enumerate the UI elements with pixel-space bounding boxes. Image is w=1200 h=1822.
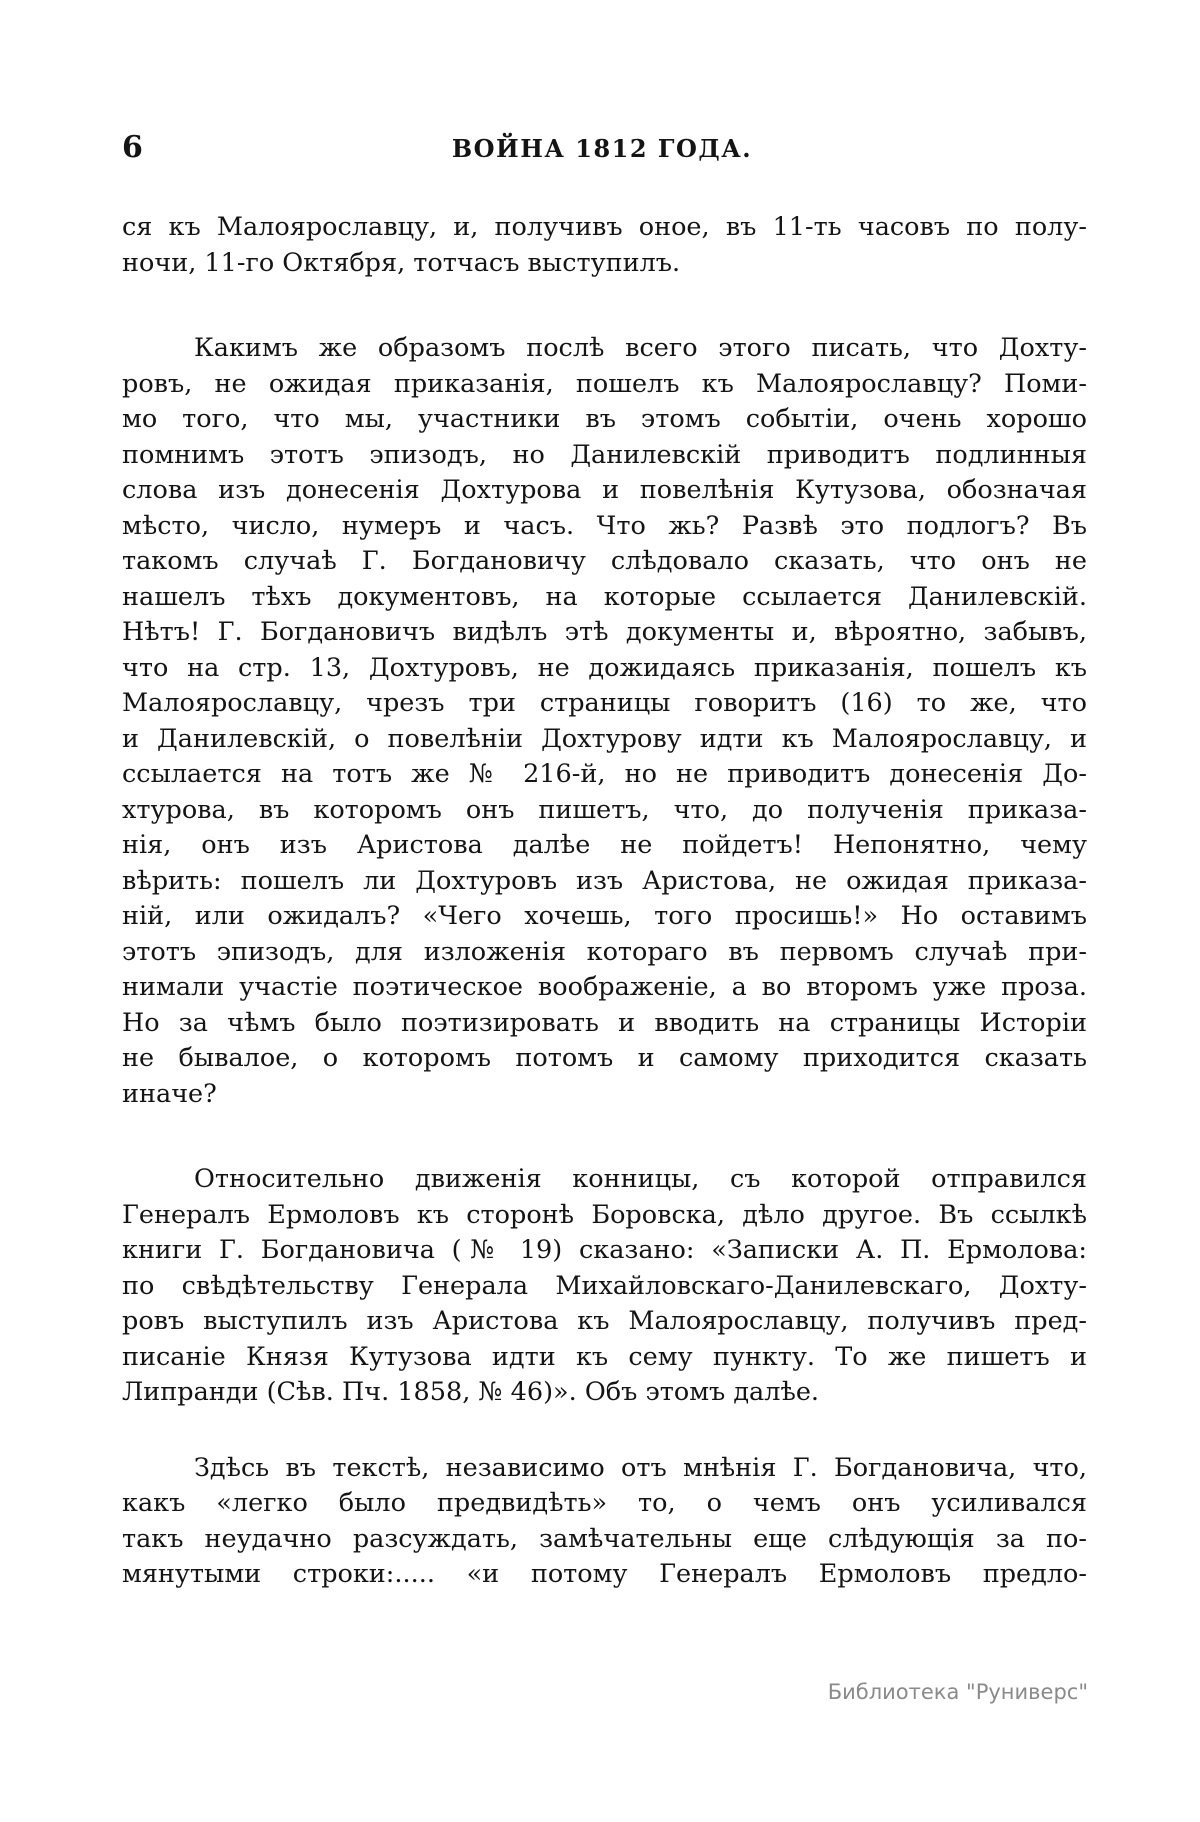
paragraph (122, 331, 1087, 1112)
text-line: иначе? (122, 1078, 217, 1109)
body-text (122, 210, 1087, 1593)
text-line: Здѣсь въ текстѣ, независимо отъ мнѣнія Г. Богдановича, что, (194, 1452, 1087, 1483)
text-line: ровъ, не ожидая приказанія, пошелъ къ Малоярославцу? Поми- (122, 368, 1087, 399)
paragraph (122, 1162, 1087, 1411)
text-line: такомъ случаѣ Г. Богдановичу слѣдовало сказать, что онъ не (122, 546, 1087, 576)
text-line: не бывалое, о которомъ потомъ и самому приходится сказать (122, 1043, 1087, 1073)
text-line: Относительно движенія конницы, съ которой отправился (194, 1164, 1087, 1194)
text-line: книги Г. Богдановича (№ 19) сказано: «Записки А. П. Ермолова: (122, 1235, 1087, 1265)
text-line: нимали участіе поэтическое воображеніе, а во второмъ уже проза. (122, 972, 1087, 1002)
text-line: Но за чѣмъ было поэтизировать и вводить на страницы Исторіи (122, 1007, 1087, 1038)
page-number: 6 (122, 130, 143, 165)
text-line: мо того, что мы, участники въ этомъ событіи, очень хорошо (122, 404, 1087, 434)
text-line: нашелъ тѣхъ документовъ, на которые ссылается Данилевскій. (122, 581, 1087, 612)
text-line: писаніе Князя Кутузова идти къ сему пункту. То же пишетъ и (122, 1341, 1087, 1372)
text-line: помнимъ этотъ эпизодъ, но Данилевскій приводитъ подлинныя (122, 439, 1087, 470)
text-line: ровъ выступилъ изъ Аристова къ Малоярославцу, получивъ пред- (122, 1306, 1087, 1336)
text-line: мѣсто, число, нумеръ и часъ. Что жь? Развѣ это подлогъ? Въ (122, 510, 1087, 541)
text-line: вѣрить: пошелъ ли Дохтуровъ изъ Аристова, не ожидая приказа- (122, 865, 1087, 896)
text-line: этотъ эпизодъ, для изложенія котораго въ первомъ случаѣ при- (122, 936, 1087, 967)
text-line: нія, онъ изъ Аристова далѣе не пойдетъ! Непонятно, чему (122, 830, 1087, 860)
text-line: Малоярославцу, чрезъ три страницы говоритъ (16) то же, что (122, 688, 1087, 718)
text-line: ній, или ожидалъ? «Чего хочешь, того просишь!» Но оставимъ (122, 901, 1087, 931)
library-watermark: Библиотека "Руниверс" (827, 1680, 1088, 1704)
page-header (122, 130, 1082, 170)
text-line: Генералъ Ермоловъ къ сторонѣ Боровска, дѣло другое. Въ ссылкѣ (122, 1199, 1087, 1230)
text-line: хтурова, въ которомъ онъ пишетъ, что, до полученія приказа- (122, 794, 1087, 825)
text-line: мянутыми строки:..... «и потому Генералъ Ермоловъ предло- (122, 1559, 1087, 1589)
text-line: по свѣдѣтельству Генерала Михайловскаго-Данилевскаго, Дохту- (122, 1270, 1087, 1301)
text-line: Какимъ же образомъ послѣ всего этого писать, что Дохту- (194, 333, 1087, 363)
text-line: ся къ Малоярославцу, и, получивъ оное, въ 11-ть часовъ по полу- (122, 212, 1087, 242)
paragraph (122, 1451, 1087, 1593)
text-line: ночи, 11-го Октября, тотчасъ выступилъ. (122, 247, 681, 278)
text-line: и Данилевскій, о повелѣніи Дохтурову идти къ Малоярославцу, и (122, 723, 1087, 754)
text-line: Нѣтъ! Г. Богдановичъ видѣлъ этѣ документы и, вѣроятно, забывъ, (122, 617, 1087, 647)
text-line: что на стр. 13, Дохтуровъ, не дожидаясь приказанія, пошелъ къ (122, 652, 1087, 683)
paragraph (122, 210, 1087, 281)
text-line: ссылается на тотъ же № 216-й, но не приводитъ донесенія До- (122, 759, 1087, 789)
text-line: Липранди (Сѣв. Пч. 1858, № 46)». Объ этомъ далѣе. (122, 1377, 820, 1407)
running-title: ВОЙНА 1812 ГОДА. (451, 134, 753, 163)
text-line: слова изъ донесенія Дохтурова и повелѣнія Кутузова, обозначая (122, 475, 1087, 505)
text-line: какъ «легко было предвидѣть» то, о чемъ онъ усиливался (122, 1488, 1087, 1518)
text-line: такъ неудачно разсуждать, замѣчательны еще слѣдующія за по- (122, 1523, 1087, 1554)
